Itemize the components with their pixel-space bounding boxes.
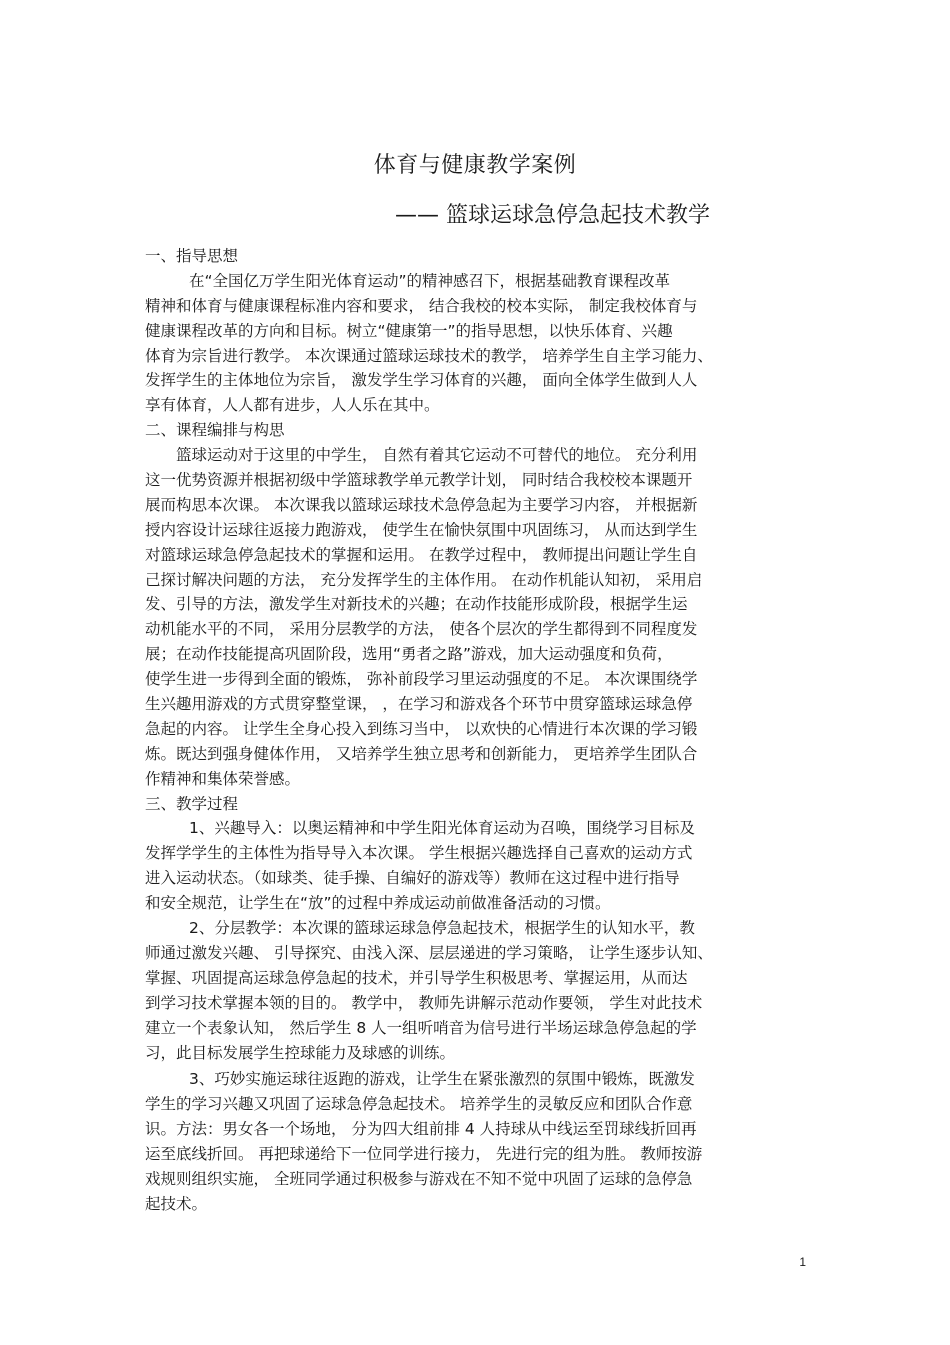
page-number: 1 [799, 1255, 806, 1269]
paragraph-line: 掌握、巩固提高运球急停急起的技术，并引导学生积极思考、掌握运用，从而达 [145, 968, 688, 987]
paragraph-line: 急起的内容。 让学生全身心投入到练习当中， 以欢快的心情进行本次课的学习锻 [145, 719, 698, 738]
section-heading-guiding-thought: 一、指导思想 [145, 247, 239, 265]
paragraph-line: 戏规则组织实施， 全班同学通过积极参与游戏在不知不觉中巩固了运球的急停急 [145, 1169, 693, 1188]
document-title: 体育与健康教学案例 [373, 153, 577, 178]
paragraph-line: 对篮球运球急停急起技术的掌握和运用。 在教学过程中， 教师提出问题让学生自 [145, 545, 698, 564]
paragraph-line: 授内容设计运球往返接力跑游戏， 使学生在愉快氛围中巩固练习， 从而达到学生 [145, 520, 698, 539]
section-heading-teaching-process: 三、教学过程 [145, 794, 239, 813]
paragraph-line: 3、巧妙实施运球往返跑的游戏，让学生在紧张激烈的氛围中锻炼，既激发 [189, 1070, 695, 1089]
paragraph-line: 生兴趣用游戏的方式贯穿整堂课， ，在学习和游戏各个环节中贯穿篮球运球急停 [145, 695, 693, 714]
document-subtitle: —— 篮球运球急停急起技术教学 [395, 203, 710, 228]
paragraph-line: 识。方法：男女各一个场地， 分为四大组前排 4 人持球从中线运至罚球线折回再 [145, 1120, 697, 1139]
paragraph-line: 师通过激发兴趣、 引导探究、由浅入深、层层递进的学习策略， 让学生逐步认知、 [145, 943, 713, 962]
paragraph-line: 发挥学生的主体地位为宗旨， 激发学生学习体育的兴趣， 面向全体学生做到人人 [145, 371, 698, 390]
paragraph-line: 享有体育，人人都有进步，人人乐在其中。 [145, 396, 440, 415]
paragraph-line: 1、兴趣导入：以奥运精神和中学生阳光体育运动为召唤，围绕学习目标及 [189, 819, 695, 838]
paragraph-line: 炼。既达到强身健体作用， 又培养学生独立思考和创新能力， 更培养学生团队合 [145, 744, 698, 763]
paragraph-line: 和安全规范，让学生在“放”的过程中养成运动前做准备活动的习惯。 [145, 894, 611, 913]
document-body [145, 244, 815, 1217]
paragraph-line: 建立一个表象认知， 然后学生 8 人一组听哨音为信号进行半场运球急停急起的学 [145, 1018, 697, 1037]
paragraph-line: 健康课程改革的方向和目标。树立“健康第一”的指导思想，以快乐体育、兴趣 [145, 321, 673, 340]
paragraph-line: 这一优势资源并根据初级中学篮球教学单元教学计划， 同时结合我校校本课题开 [145, 471, 693, 490]
paragraph-line: 体育为宗旨进行教学。 本次课通过篮球运球技术的教学， 培养学生自主学习能力、 [145, 346, 713, 365]
paragraph-line: 进入运动状态。（如球类、徒手操、自编好的游戏等）教师在这过程中进行指导 [145, 869, 680, 888]
paragraph-line: 2、分层教学：本次课的篮球运球急停急起技术，根据学生的认知水平，教 [189, 919, 695, 938]
paragraph-line: 篮球运动对于这里的中学生， 自然有着其它运动不可替代的地位。 充分利用 [176, 446, 698, 465]
paragraph-line: 作精神和集体荣誉感。 [145, 769, 301, 788]
paragraph-line: 到学习技术掌握本领的目的。 教学中， 教师先讲解示范动作要领， 学生对此技术 [145, 993, 703, 1012]
paragraph-line: 运至底线折回。 再把球递给下一位同学进行接力， 先进行完的组为胜。 教师按游 [145, 1145, 703, 1164]
paragraph-line: 发、引导的方法，激发学生对新技术的兴趣；在动作技能形成阶段，根据学生运 [145, 595, 688, 614]
paragraph-line: 使学生进一步得到全面的锻炼， 弥补前段学习里运动强度的不足。 本次课围绕学 [145, 670, 698, 689]
paragraph-line: 在“全国亿万学生阳光体育运动”的精神感召下，根据基础教育课程改革 [189, 271, 671, 290]
paragraph-line: 动机能水平的不同， 采用分层教学的方法， 使各个层次的学生都得到不同程度发 [145, 620, 698, 639]
paragraph-line: 精神和体育与健康课程标准内容和要求， 结合我校的校本实际， 制定我校体育与 [145, 296, 698, 315]
paragraph-line: 展而构思本次课。 本次课我以篮球运球技术急停急起为主要学习内容， 并根据新 [145, 495, 698, 514]
paragraph-line: 己探讨解决问题的方法， 充分发挥学生的主体作用。 在动作机能认知初， 采用启 [145, 570, 703, 589]
paragraph-line: 展；在动作技能提高巩固阶段，选用“勇者之路”游戏，加大运动强度和负荷， [145, 645, 673, 664]
paragraph-line: 起技术。 [145, 1194, 208, 1213]
section-heading-course-design: 二、课程编排与构思 [145, 421, 285, 440]
paragraph-line: 学生的学习兴趣又巩固了运球急停急起技术。 培养学生的灵敏反应和团队合作意 [145, 1095, 693, 1114]
paragraph-line: 发挥学学生的主体性为指导导入本次课。 学生根据兴趣选择自己喜欢的运动方式 [145, 844, 693, 863]
paragraph-line: 习，此目标发展学生控球能力及球感的训练。 [145, 1043, 456, 1062]
